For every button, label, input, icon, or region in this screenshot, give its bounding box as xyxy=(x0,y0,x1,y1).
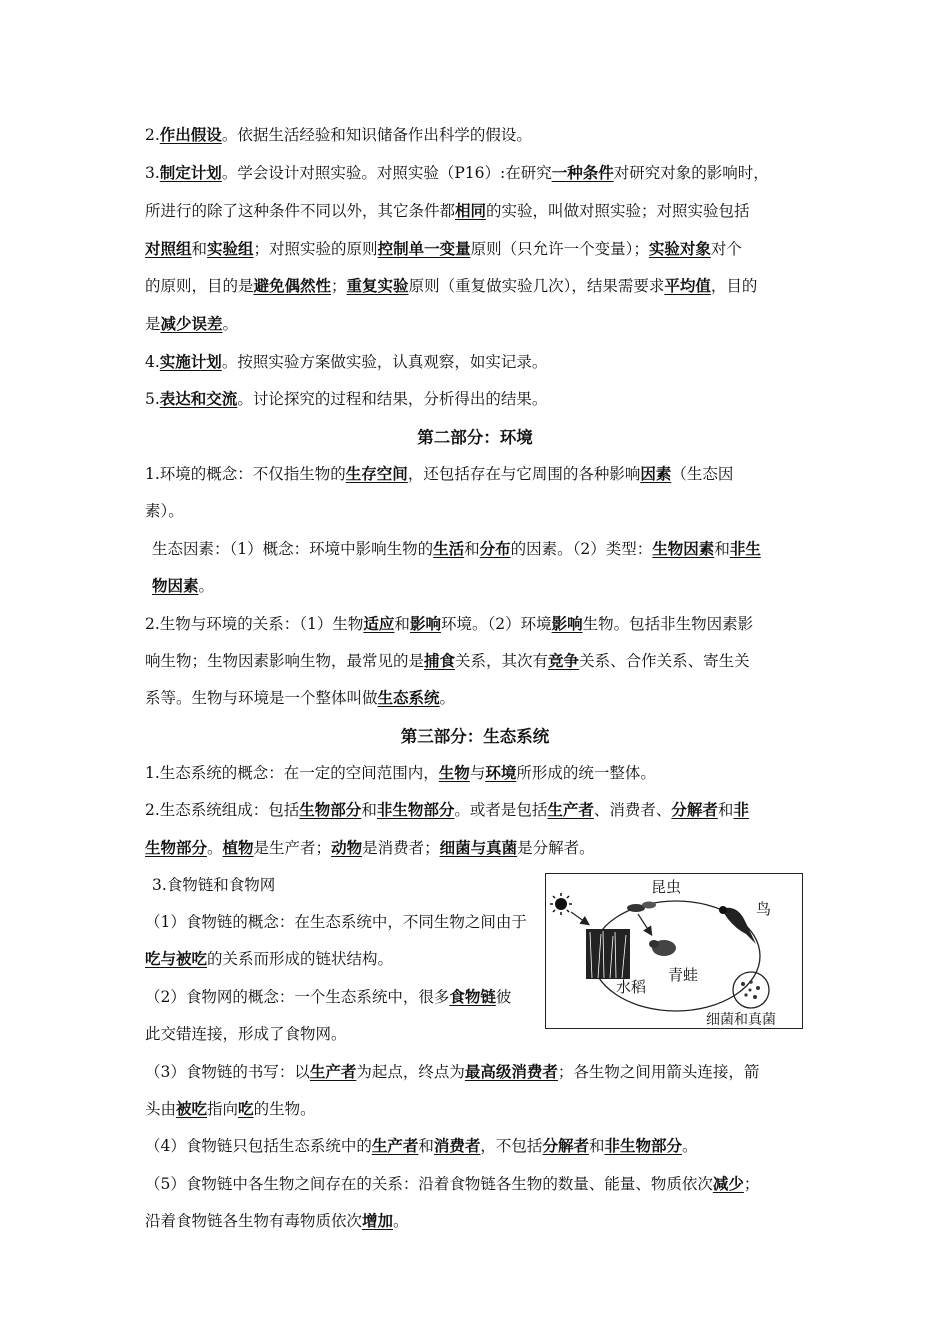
food-web-figure xyxy=(545,873,803,1029)
bird-icon xyxy=(719,906,756,944)
line-foodweb-concept-2: 此交错连接，形成了食物网。 xyxy=(145,1025,347,1043)
line-foodchain-members: （4）食物链只包括生态系统中的生产者和消费者，不包括分解者和非生物部分。 xyxy=(145,1136,698,1155)
insect-icon xyxy=(627,902,656,913)
line-foodchain-writing: （3）食物链的书写：以生产者为起点，终点为最高级消费者；各生物之间用箭头连接，箭 xyxy=(145,1062,760,1081)
line-plan-2: 所进行的除了这种条件不同以外，其它条件都相同的实验，叫做对照实验；对照实验包括 xyxy=(145,201,750,220)
line-plan-3: 对照组和实验组；对照实验的原则控制单一变量原则（只允许一个变量）；实验对象对个 xyxy=(145,239,742,258)
line-env-concept: 1.环境的概念：不仅指生物的生存空间，还包括存在与它周围的各种影响因素（生态因 xyxy=(145,464,734,483)
line-hypothesis: 2.作出假设。依据生活经验和知识储备作出科学的假设。 xyxy=(145,125,532,144)
decomposer-icon xyxy=(733,972,769,1008)
line-plan-4: 的原则，目的是避免偶然性；重复实验原则（重复做实验几次），结果需要求平均值，目的 xyxy=(145,276,758,295)
line-foodweb-concept: （2）食物网的概念：一个生态系统中，很多食物链彼 xyxy=(145,987,512,1006)
line-ecosystem-concept: 1.生态系统的概念：在一定的空间范围内，生物与环境所形成的统一整体。 xyxy=(145,763,656,782)
label-bird: 鸟 xyxy=(756,900,772,918)
label-insect: 昆虫 xyxy=(651,878,682,896)
line-foodchain-relation: （5）食物链中各生物之间存在的关系：沿着食物链各生物的数量、能量、物质依次减少； xyxy=(145,1174,760,1193)
line-foodchain-concept: （1）食物链的概念：在生态系统中，不同生物之间由于 xyxy=(145,913,527,931)
section-title-environment: 第二部分：环境 xyxy=(417,428,533,447)
line-eco-factor-2: 物因素。 xyxy=(152,576,215,595)
line-foodchain-concept-2: 吃与被吃的关系而形成的链状结构。 xyxy=(145,949,394,968)
line-foodchain-relation-2: 沿着食物链各生物有毒物质依次增加。 xyxy=(145,1211,409,1230)
line-implement: 4.实施计划。按照实验方案做实验，认真观察，如实记录。 xyxy=(145,352,548,371)
label-rice: 水稻 xyxy=(616,978,647,996)
line-plan-5: 是减少误差。 xyxy=(145,314,239,333)
sun-arrow xyxy=(571,912,588,924)
rice-plant-icon xyxy=(586,929,630,979)
frog-icon xyxy=(649,940,676,956)
label-decomposer: 细菌和真菌 xyxy=(706,1012,776,1028)
line-env-concept-2: 素）。 xyxy=(145,502,184,520)
line-foodchain-writing-2: 头由被吃指向吃的生物。 xyxy=(145,1099,316,1118)
line-ecosystem-composition-2: 生物部分。植物是生产者；动物是消费者；细菌与真菌是分解者。 xyxy=(145,838,595,857)
insect-to-frog-arrow xyxy=(638,914,651,934)
line-relationship-3: 系等。生物与环境是一个整体叫做生态系统。 xyxy=(145,688,456,707)
line-eco-factor: 生态因素：（1）概念：环境中影响生物的生活和分布的因素。（2）类型：生物因素和非生 xyxy=(152,539,761,558)
line-ecosystem-composition: 2.生态系统组成：包括生物部分和非生物部分。或者是包括生产者、消费者、分解者和非 xyxy=(145,800,749,819)
line-relationship: 2.生物与环境的关系：（1）生物适应和影响环境。（2）环境影响生物。包括非生物因素影 xyxy=(145,614,754,633)
line-communicate: 5.表达和交流。讨论探究的过程和结果，分析得出的结果。 xyxy=(145,389,548,408)
sun-icon xyxy=(550,893,572,915)
line-foodchain-heading: 3.食物链和食物网 xyxy=(152,876,276,894)
label-frog: 青蛙 xyxy=(668,966,699,984)
line-plan: 3.制定计划。学会设计对照实验。对照实验（P16）:在研究一种条件对研究对象的影响时， xyxy=(145,163,769,182)
section-title-ecosystem: 第三部分：生态系统 xyxy=(400,727,550,746)
line-relationship-2: 响生物；生物因素影响生物，最常见的是捕食关系，其次有竞争关系、合作关系、寄生关 xyxy=(145,651,750,670)
